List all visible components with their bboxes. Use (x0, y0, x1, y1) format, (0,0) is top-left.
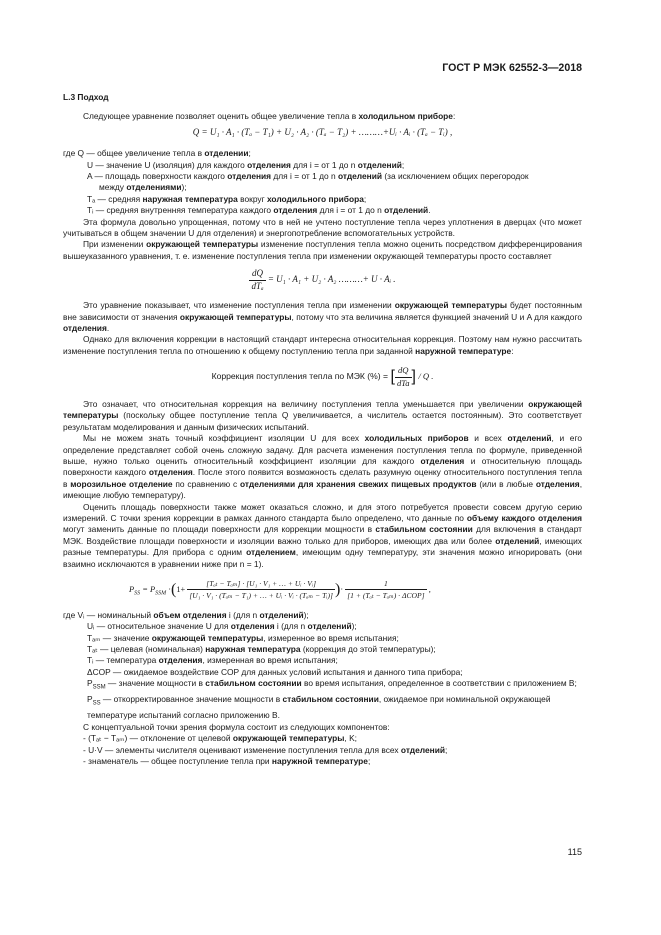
power-fraction: $\frac{\text{[Tₐₜ − Tₐₘ] · [U₁ · V₁ + … + Uᵢ · Vᵢ]}}{\text{[U₁ · V₁ · (Tₐₘ − T₁) + … + Uᵢ · Vᵢ · (Tₐₘ − Tᵢ)]}}$ (189, 579, 333, 601)
power-correction-equation: $P_{SS} = P_{SSM} \cdot(1+$ $\frac{\text{[Tₐₜ − Tₐₘ] · [U₁ · V₁ + … + Uᵢ · Vᵢ]}}{\text{[U₁ · V₁ · (Tₐₘ − T₁) + … + Uᵢ · Vᵢ · (Tₐₘ − Tᵢ)]}}$ )· $\frac{1}{\text{[1 + (Tₐₜ − Tₐₘ) · ΔCOP]}}$ , (129, 579, 431, 601)
derivative-equation: $\frac{dQ}{\text{dTₐ}}$ = U₁ · A₁ + U₂ · A₂ ………+ U · Aᵢ . (251, 268, 396, 291)
list-item: Tᵢ — средняя внутренняя температура каждого отделения для i = от 1 до n отделений. (87, 205, 431, 216)
list-item: ΔCOP — ожидаемое воздействие COP для данных условий испытания и данного типа прибора; (87, 666, 463, 677)
variables-list-2 (63, 610, 582, 722)
list-item: Tₐ — средняя наружная температура вокруг холодильного прибора; (87, 193, 367, 204)
list-item: U — значение U (изоляция) для каждого отделения для i = от 1 до n отделений; (87, 159, 405, 170)
list-item: $P_{SS}$ — откорректированное значение мощности в стабильном состоянии, ожидаемое при номинальной окружающей температуре испытаний согласно приложению B. (87, 694, 551, 721)
section-title: L.3 Подход (63, 92, 109, 102)
cop-fraction: $\frac{1}{\text{[1 + (Tₐₜ − Tₐₘ) · ΔCOP]}}$ (347, 579, 425, 601)
component-item: - знаменатель — общее поступление тепла при наружной температуре; (83, 756, 371, 767)
list-item-continuation: между отделениями); (99, 182, 187, 193)
intro-paragraph: Следующее уравнение позволяет оценить общее увеличение тепла в холодильном приборе: (83, 111, 456, 122)
list-item: где Vᵢ — номинальный объем отделения i (для n отделений); (63, 609, 309, 620)
paragraph-simplified: Эта формула довольно упрощенная, потому что в ней не учтено поступление тепла через уплотнения в дверцах (что может учитываться в общем значении U для отделения) и энергопотребление вспомогательных устройств. (63, 216, 582, 239)
heat-gain-equation: Q = U₁ · A₁ · (Tₐ − T₁) + U₂ · A₂ · (Tₐ − T₂) + ………+Uᵢ · Aᵢ · (Tₐ − Tᵢ) , (192, 126, 453, 137)
components-lead: С концептуальной точки зрения формула состоит из следующих компонентов: (83, 721, 390, 732)
correction-fraction: $\frac{dQ}{\text{dTa}}$ (396, 365, 410, 388)
correction-equation: Коррекция поступления тепла по МЭК (%) = [ $\frac{dQ}{\text{dTa}}$ ] / Q . (211, 365, 434, 388)
paragraph-surface-area: Оценить площадь поверхности также может оказаться сложно, и для этого потребуется провести совсем другую серию измерений. С точки зрения коррекции в рамках данного стандарта было определено, что данные по объему каждого отделения могут заменить данные по площади поверхности для коррекции мощности в стабильном состоянии для включения в стандарт МЭК. Воздействие площади поверхности и изоляции важно только для приборов, имеющих два или более отделений, имеющих разные температуры. Для прибора с одним отделением, имеющим одну температуру, эти значения можно игнорировать (они взаимно исключаются в уравнении ниже при n = 1). (63, 501, 583, 569)
derivative-fraction: $\frac{dQ}{\text{dTₐ}}$ (251, 268, 264, 291)
variables-list-1 (63, 148, 582, 216)
component-item: - U·V — элементы числителя оценивают изменение поступления тепла для всех отделений; (83, 744, 448, 755)
list-item: Uᵢ — относительное значение U для отделения i (для n отделений); (87, 621, 357, 632)
list-item: A — площадь поверхности каждого отделения для i = от 1 до n отделений (за исключением общих перегородок (87, 171, 529, 182)
list-item: $P_{SSM}$ — значение мощности в стабильном состоянии во время испытания, определенное в соответствии с приложением B; (87, 678, 577, 691)
paragraph-relative-correction: Однако для включения коррекции в настоящий стандарт интересна относительная коррекция. Поэтому нам нужно рассчитать изменение поступления тепла по отношению к общему поступлению тепла при заданной наружной температуре: (63, 334, 582, 356)
list-item: Tₐₘ — значение окружающей температуры, измеренное во время испытания; (87, 632, 399, 643)
page-content (63, 90, 582, 767)
standard-header: ГОСТ Р МЭК 62552-3—2018 (442, 62, 582, 74)
list-item: Tₐₜ — целевая (номинальная) наружная температура (коррекция до этой температуры); (87, 644, 436, 655)
component-item: - (Tₐₜ − Tₐₘ) — отклонение от целевой окружающей температуры, K; (83, 733, 357, 744)
list-item: где Q — общее увеличение тепла в отделении; (63, 148, 251, 159)
paragraph-constant-change: Это уравнение показывает, что изменение поступления тепла при изменении окружающей температуры будет постоянным вне зависимости от значения окружающей температуры, потому что эта величина является функцией значений U и A для каждого отделения. (63, 300, 582, 333)
paragraph-insulation: Мы не можем знать точный коэффициент изоляции U для всех холодильных приборов и всех отделений, и его определение представляет собой очень сложную задачу. Для расчета изменения поступления тепла по формуле, приведенной выше, нужно только оценить относительный коэффициент изоляции для каждого отделения и относительную площадь поверхности каждого отделения. После этого появится возможность сделать разумную оценку относительного поступления тепла в морозильное отделение по сравнению с отделениями для хранения свежих пищевых продуктов (или в любые отделения, имеющие любую температуру). (63, 433, 583, 501)
page-number: 115 (567, 847, 582, 857)
paragraph-ambient-change: При изменении окружающей температуры изменение поступления тепла можно оценить посредством дифференцирования вышеуказанного уравнения, т. е. изменение поступления тепла при изменении окружающей температуры просто составляет (63, 239, 582, 261)
list-item: Tᵢ — температура отделения, измеренная во время испытания; (87, 655, 338, 666)
paragraph-meaning: Это означает, что относительная коррекция на величину поступления тепла уменьшается при увеличении окружающей температуры (поскольку общее поступление тепла Q увеличивается, а числитель остается постоянным). Это соответствует результатам моделирования и данным физических испытаний. (63, 398, 582, 432)
